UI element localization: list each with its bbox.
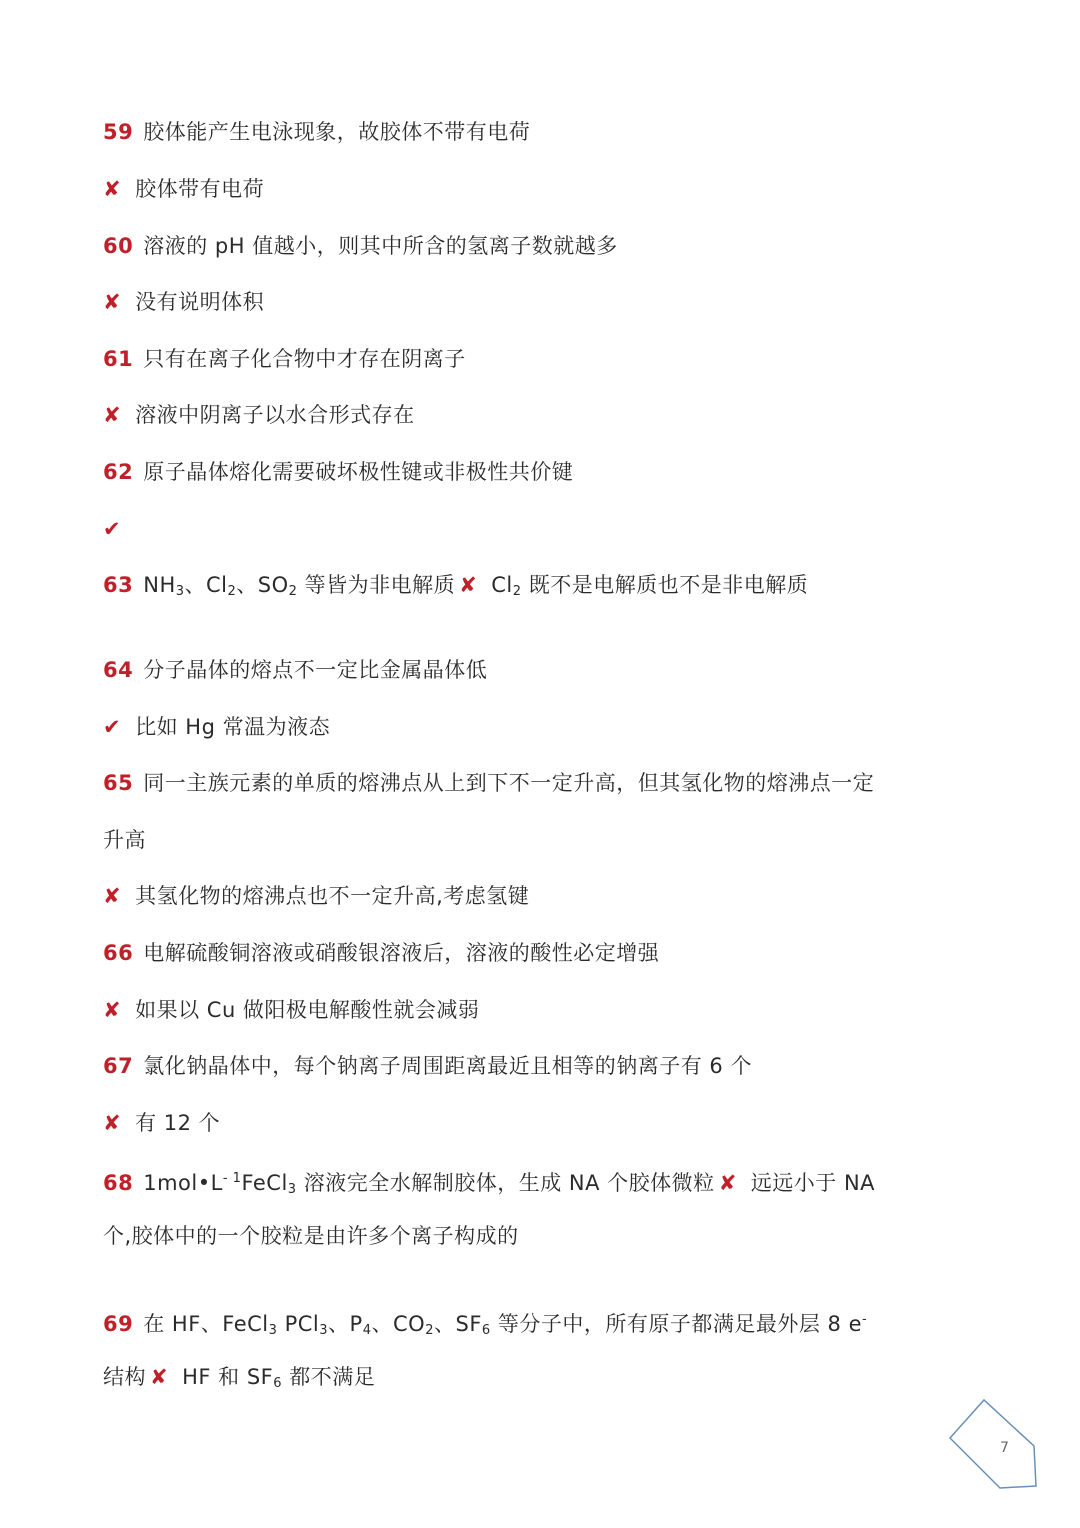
question-number: 63 [103, 573, 134, 597]
question-text: 同一主族元素的单质的熔沸点从上到下不一定升高，但其氢化物的熔沸点一定 [143, 771, 875, 795]
answer-68-continued [103, 1221, 519, 1251]
cross-icon: ✘ [103, 998, 122, 1022]
cross-icon: ✘ [103, 884, 122, 908]
answer-text: HF 和 $SF_6$ 都不满足 [182, 1365, 376, 1391]
cross-icon: ✘ [103, 290, 122, 314]
question-number: 61 [103, 347, 134, 371]
question-64 [103, 655, 487, 685]
page-number: 7 [1000, 1440, 1009, 1456]
question-text: 胶体能产生电泳现象，故胶体不带有电荷 [143, 120, 531, 144]
check-icon: ✔ [103, 715, 122, 739]
answer-66 [103, 995, 479, 1025]
question-63 [103, 570, 808, 607]
answer-text: 溶液中阴离子以水合形式存在 [135, 403, 415, 427]
question-number: 69 [103, 1312, 134, 1336]
question-59 [103, 117, 530, 147]
answer-text: 个,胶体中的一个胶粒是由许多个离子构成的 [103, 1224, 519, 1248]
question-number: 67 [103, 1054, 134, 1078]
question-text: 电解硫酸铜溶液或硝酸银溶液后，溶液的酸性必定增强 [143, 941, 660, 965]
question-number: 62 [103, 460, 134, 484]
question-text: 原子晶体熔化需要破坏极性键或非极性共价键 [143, 460, 574, 484]
answer-text: 其氢化物的熔沸点也不一定升高,考虑氢键 [135, 884, 530, 908]
cross-icon: ✘ [103, 403, 122, 427]
question-text: 结构 [103, 1365, 146, 1389]
question-number: 60 [103, 234, 134, 258]
question-67 [103, 1051, 752, 1081]
question-number: 59 [103, 120, 134, 144]
question-text: 在 HF、FeCl$_3$ PCl$_3$、$P_4$、$CO_2$、$SF_6$ 等分子中，所有原子都满足最外层 8 e- [143, 1312, 868, 1338]
question-number: 68 [103, 1171, 134, 1195]
answer-61 [103, 400, 415, 430]
cross-icon: ✘ [103, 1111, 122, 1135]
question-66 [103, 938, 659, 968]
page-badge-icon [944, 1396, 1044, 1492]
answer-64 [103, 712, 330, 742]
answer-text: $Cl_2$ 既不是电解质也不是非电解质 [491, 573, 809, 599]
question-61 [103, 344, 466, 374]
check-icon: ✔ [103, 517, 122, 541]
cross-icon: ✘ [150, 1365, 169, 1389]
answer-text: 胶体带有电荷 [135, 177, 265, 201]
answer-text: 如果以 Cu 做阳极电解酸性就会减弱 [135, 998, 480, 1022]
answer-text: 有 12 个 [135, 1111, 221, 1135]
answer-67 [103, 1108, 220, 1138]
question-69 [103, 1305, 867, 1346]
answer-60 [103, 287, 264, 317]
question-62 [103, 457, 573, 487]
question-text: 只有在离子化合物中才存在阴离子 [143, 347, 466, 371]
question-number: 66 [103, 941, 134, 965]
question-text: 溶液的 pH 值越小，则其中所含的氢离子数就越多 [143, 234, 618, 258]
cross-icon: ✘ [459, 573, 478, 597]
answer-text: 没有说明体积 [135, 290, 265, 314]
cross-icon: ✘ [103, 177, 122, 201]
question-69-continued [103, 1362, 375, 1399]
question-text: $1mol•L^{- 1}FeCl_3$ 溶液完全水解制胶体，生成 NA 个胶体微粒 [143, 1171, 715, 1197]
answer-59 [103, 174, 264, 204]
question-text: 升高 [103, 828, 146, 852]
question-65-continued [103, 825, 146, 855]
question-text: 分子晶体的熔点不一定比金属晶体低 [143, 658, 488, 682]
answer-text: 远远小于 NA [750, 1171, 876, 1195]
answer-65 [103, 881, 529, 911]
question-number: 64 [103, 658, 134, 682]
question-65 [103, 768, 874, 798]
question-60 [103, 231, 618, 261]
question-text: $NH_3$、$Cl_2$、$SO_2$ 等皆为非电解质 [143, 573, 456, 599]
question-text: 氯化钠晶体中，每个钠离子周围距离最近且相等的钠离子有 6 个 [143, 1054, 752, 1078]
question-number: 65 [103, 771, 134, 795]
cross-icon: ✘ [718, 1171, 737, 1195]
answer-text: 比如 Hg 常温为液态 [135, 715, 331, 739]
question-68 [103, 1164, 875, 1205]
answer-62 [103, 514, 135, 544]
